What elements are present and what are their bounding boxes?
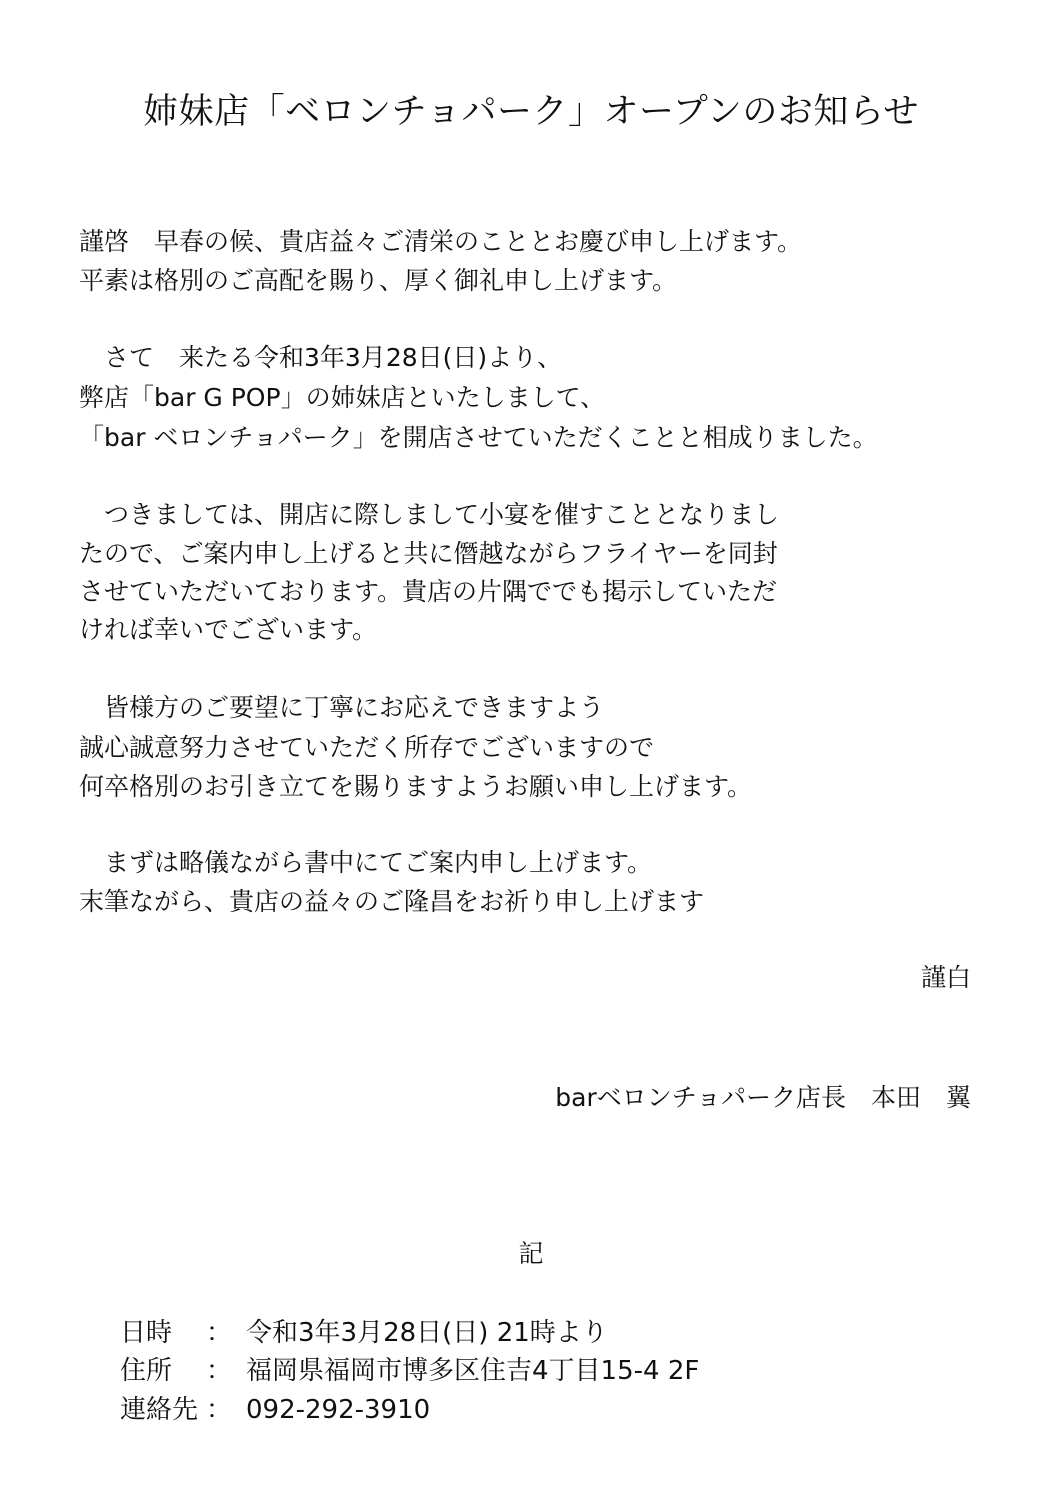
body-line: まずは略儀ながら書中にてご案内申し上げます。 [79, 848, 653, 877]
detail-value: 福岡県福岡市博多区住吉4丁目15-4 2F [246, 1356, 700, 1386]
detail-label: 日時 [120, 1318, 173, 1348]
body-line: 誠心誠意努力させていただく所存でございますので [79, 733, 655, 762]
detail-row-address [120, 1353, 699, 1389]
ki-heading: 記 [518, 1239, 544, 1268]
body-line: つきましては、開店に際しまして小宴を催すこととなりまし [79, 500, 780, 529]
body-line: 何卒格別のお引き立てを賜りますようお願い申し上げます。 [79, 772, 753, 801]
body-line: 末筆ながら、貴店の益々のご隆昌をお祈り申し上げます [79, 887, 705, 916]
detail-separator: ： [206, 1318, 233, 1348]
body-line: 皆様方のご要望に丁寧にお応えできますよう [79, 693, 605, 722]
closing-kinpaku: 謹白 [920, 963, 971, 992]
detail-row-contact [120, 1392, 430, 1428]
detail-separator: ： [206, 1356, 233, 1386]
page-title: 姉妹店「ベロンチョパーク」オープンのお知らせ [143, 92, 919, 132]
body-line: 弊店「bar G POP」の姉妹店といたしまして、 [79, 383, 606, 412]
signature: barベロンチョパーク店長 本田 翼 [555, 1083, 971, 1112]
body-line: 謹啓 早春の候、貴店益々ご清栄のこととお慶び申し上げます。 [79, 227, 803, 256]
body-line: させていただいております。貴店の片隅ででも掲示していただ [79, 577, 778, 606]
detail-label: 住所 [120, 1356, 173, 1386]
body-line: たので、ご案内申し上げると共に僭越ながらフライヤーを同封 [79, 539, 778, 568]
body-line: 平素は格別のご高配を賜り、厚く御礼申し上げます。 [79, 266, 678, 295]
detail-label: 連絡先 [120, 1395, 199, 1425]
detail-value: 092-292-3910 [246, 1395, 431, 1425]
body-line: ければ幸いでございます。 [79, 615, 378, 644]
body-line: 「bar ベロンチョパーク」を開店させていただくことと相成りました。 [79, 423, 878, 452]
detail-separator: ： [206, 1395, 233, 1425]
detail-row-datetime [120, 1315, 608, 1351]
body-line: さて 来たる令和3年3月28日(日)より、 [79, 343, 563, 372]
detail-value: 令和3年3月28日(日) 21時より [246, 1318, 608, 1348]
